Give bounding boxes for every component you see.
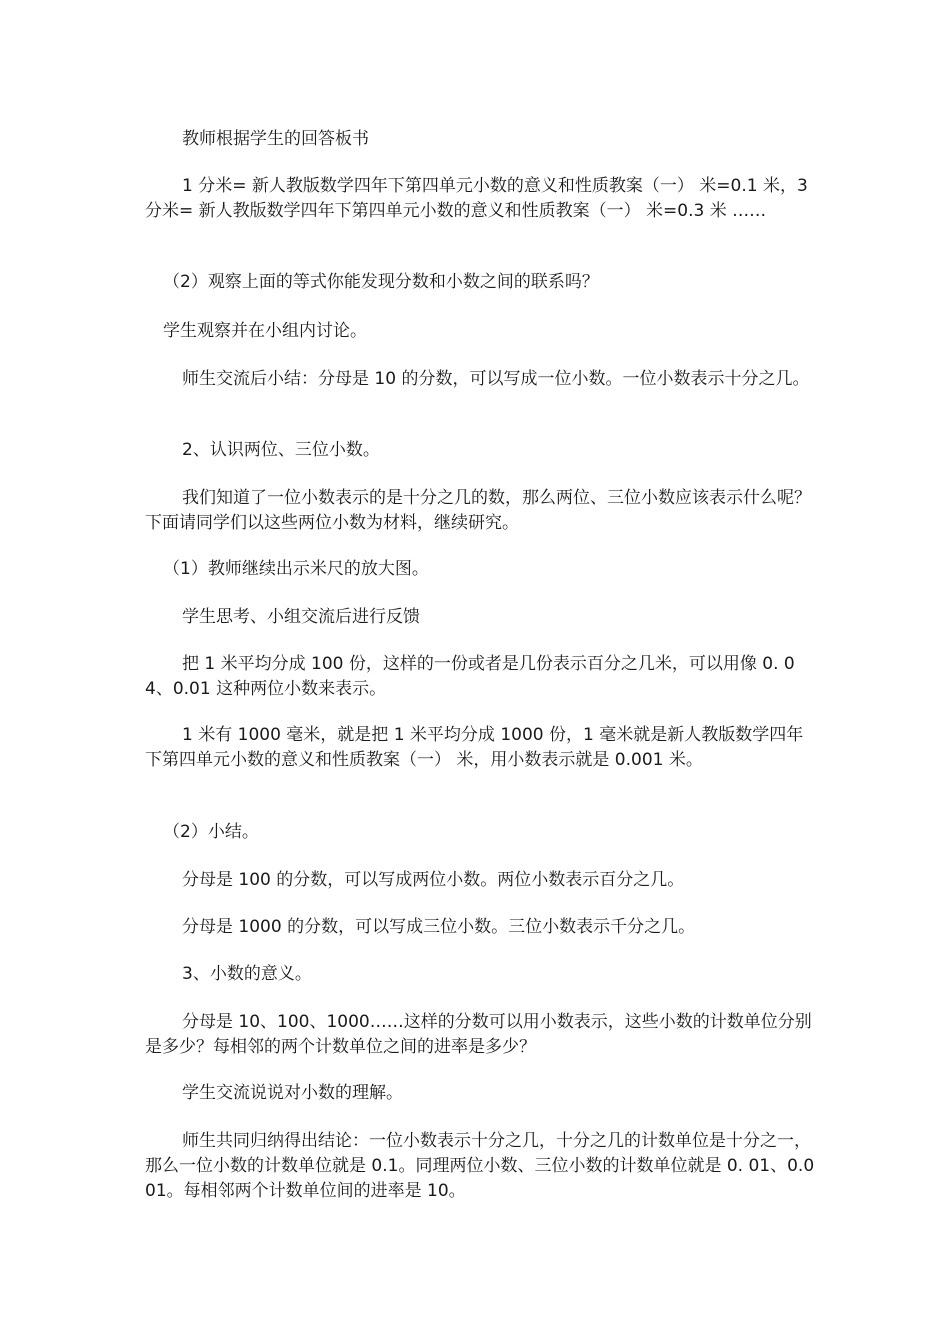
section-heading-two-three-decimals: 2、认识两位、三位小数。 (182, 440, 380, 460)
paragraph-thousandths: 1 米有 1000 毫米，就是把 1 米平均分成 1000 份，1 毫米就是新人教版数学四年下第四单元小数的意义和性质教案（一） 米，用小数表示就是 0.001 米。 (145, 725, 804, 770)
section-heading-decimal-meaning: 3、小数的意义。 (182, 964, 312, 984)
paragraph-summary-heading: （2）小结。 (163, 822, 259, 842)
paragraph-metre-ruler: （1）教师继续出示米尺的放大图。 (163, 559, 429, 579)
paragraph-three-decimal-rule: 分母是 1000 的分数，可以写成三位小数。三位小数表示千分之几。 (182, 917, 696, 937)
paragraph-summary-one-decimal: 师生交流后小结：分母是 10 的分数，可以写成一位小数。一位小数表示十分之几。 (182, 369, 810, 389)
paragraph-student-feedback: 学生思考、小组交流后进行反馈 (182, 607, 420, 627)
paragraph-student-understanding: 学生交流说说对小数的理解。 (182, 1083, 403, 1103)
paragraph-decimetre-equations: 1 分米= 新人教版数学四年下第四单元小数的意义和性质教案（一） 米=0.1 米，3 分米= 新人教版数学四年下第四单元小数的意义和性质教案（一） 米=0.3 米 …… (145, 176, 808, 221)
paragraph-conclusion: 师生共同归纳得出结论：一位小数表示十分之几，十分之几的计数单位是十分之一，那么一位小数的计数单位就是 0.1。同理两位小数、三位小数的计数单位就是 0. 01、0.001。每相邻两个计数单位间的进率是 10。 (145, 1131, 815, 1201)
paragraph-teacher-board: 教师根据学生的回答板书 (182, 129, 369, 149)
paragraph-hundredths: 把 1 米平均分成 100 份，这样的一份或者是几份表示百分之几米，可以用像 0. 04、0.01 这种两位小数来表示。 (145, 654, 795, 699)
paragraph-observe-question: （2）观察上面的等式你能发现分数和小数之间的联系吗？ (163, 272, 599, 292)
paragraph-two-three-decimals-intro: 我们知道了一位小数表示的是十分之几的数，那么两位、三位小数应该表示什么呢？下面请同学们以这些两位小数为材料，继续研究。 (145, 488, 811, 533)
paragraph-two-decimal-rule: 分母是 100 的分数，可以写成两位小数。两位小数表示百分之几。 (182, 870, 685, 890)
paragraph-student-discussion: 学生观察并在小组内讨论。 (163, 321, 367, 341)
paragraph-counting-units-question: 分母是 10、100、1000……这样的分数可以用小数表示，这些小数的计数单位分别是多少？每相邻的两个计数单位之间的进率是多少？ (145, 1012, 812, 1057)
